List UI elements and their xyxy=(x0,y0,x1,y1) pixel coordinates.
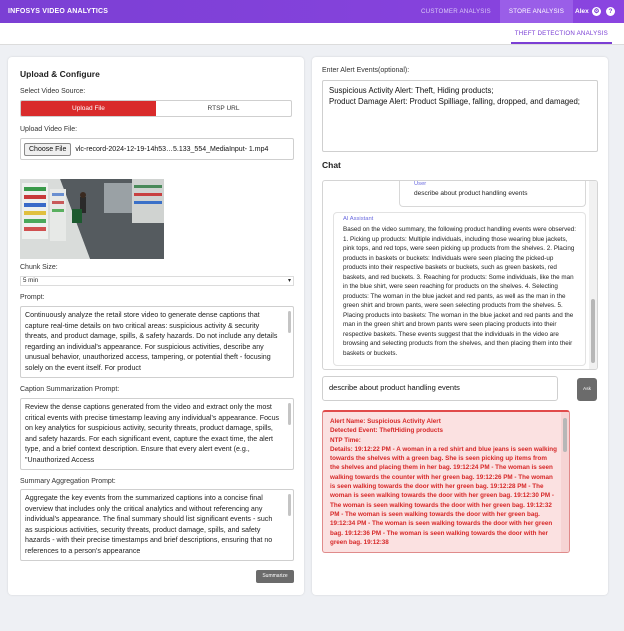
chunk-size-select[interactable] xyxy=(20,276,294,286)
chat-input[interactable]: describe about product handling events xyxy=(322,376,558,401)
ntp-time: NTP Time: xyxy=(330,436,361,444)
chat-scrollbar-thumb[interactable] xyxy=(591,299,595,363)
choose-file-button[interactable]: Choose File xyxy=(24,143,71,156)
caption-scrollbar[interactable] xyxy=(288,403,291,425)
tab-store-analysis[interactable]: STORE ANALYSIS xyxy=(500,0,573,23)
tab-customer-analysis[interactable]: CUSTOMER ANALYSIS xyxy=(421,8,491,15)
upload-heading: Upload & Configure xyxy=(20,69,100,79)
video-thumbnail[interactable] xyxy=(20,179,164,259)
top-bar xyxy=(0,0,624,23)
chat-scrollbar[interactable] xyxy=(589,181,597,369)
file-name: vlc-record-2024-12-19-14h53…5.133_554_MediaInput- 1.mp4 xyxy=(75,145,269,153)
user-message-text: describe about product handling events xyxy=(414,190,528,197)
user-message-label: User xyxy=(414,181,427,187)
chat-heading: Chat xyxy=(322,160,341,170)
chunk-size-value: 5 min xyxy=(23,277,39,284)
rtsp-url-option[interactable]: RTSP URL xyxy=(207,105,240,112)
alert-events-input[interactable] xyxy=(322,80,598,152)
aggregation-scrollbar[interactable] xyxy=(288,494,291,516)
summary-aggregation-textarea[interactable] xyxy=(20,489,294,561)
file-input xyxy=(20,138,294,160)
user-name[interactable]: Alex xyxy=(575,8,589,15)
user-message xyxy=(399,181,586,207)
summary-aggregation-text: Aggregate the key events from the summarized captions into a concise final overview that includes only the critical analytics and without referencing any individual's appearance. The final summary should list significant events - such as suspicious activities, security threats, product damage, spills, and safety hazards - with their precise timestamps and brief descriptions, ensuring that no references to a person's appearance xyxy=(25,494,273,555)
alert-events-line-2: Product Damage Alert: Product Spilliage, falling, dropped, and damaged; xyxy=(329,96,580,106)
alert-result xyxy=(322,410,570,553)
assistant-message-text: Based on the video summary, the following product handling events were observed: 1. Picking up products: Multiple individuals, including those wearing blue jackets, pink tops, and red tops, were seen picking up products from the shelves. 2. Placing products in baskets or buckets: Individuals were seen placing the picked-up products into their respective baskets or buckets, such as green baskets, red baskets, and red buckets. 3. Reaching for products: Some individuals, like the man in the blue shirt, were seen reaching for products on the shelves. 4. Selecting products: The woman in the blue jacket and red pants, as well as the man in the green shirt and brown pants, were seen selecting products from the shelves. 5. Placing products into baskets: The woman in the blue jacket and red pants and the man in the green shirt and brown pants were seen placing products into their respective baskets. These events suggest that the individuals in the video are browsing and selecting products from the shelves, and then placing them into their baskets or buckets. xyxy=(343,226,577,357)
alert-events-line-1: Suspicious Activity Alert: Theft, Hiding products; xyxy=(329,86,494,95)
chevron-down-icon: ▾ xyxy=(287,278,291,284)
app-title: INFOSYS VIDEO ANALYTICS xyxy=(8,8,109,15)
prompt-scrollbar[interactable] xyxy=(288,311,291,333)
tab-theft-detection-analysis[interactable]: THEFT DETECTION ANALYSIS xyxy=(511,23,612,44)
caption-summarization-label: Caption Summarization Prompt: xyxy=(20,386,120,393)
upload-config-panel xyxy=(8,57,304,595)
video-source-label: Select Video Source: xyxy=(20,88,86,95)
video-source-selector xyxy=(20,100,292,117)
prompt-label: Prompt: xyxy=(20,294,45,301)
caption-summarization-text: Review the dense captions generated from the video and extract only the most critical events with precise timestamp leaving any individual's appearance. Focus on key analytics for suspicious activity, security threats, product damage, spills, and safety hazards. For each significant event, capture the exact time, the alert type, and a brief context description. Ensure that every alert event (e.g., "Unauthorized Access xyxy=(25,403,280,464)
store-camera-image xyxy=(20,179,164,259)
ask-button[interactable]: Ask xyxy=(577,378,597,401)
chunk-size-label: Chunk Size: xyxy=(20,264,58,271)
alert-name: Alert Name: Suspicious Activity Alert xyxy=(330,418,441,425)
chat-history xyxy=(322,180,598,370)
upload-file-option[interactable]: Upload File xyxy=(21,101,156,116)
help-icon[interactable]: ? xyxy=(606,7,615,16)
nav-tabs xyxy=(412,0,573,23)
prompt-text: Continuously analyze the retail store video to generate dense captions that capture real-time details on two critical areas: suspicious activity & security threats, and product damage, spills, & safety hazards. Do not include any details regarding an individual's appearance. For suspicious activities, describe any unusual behavior, unauthorized access, tampering, or potential theft - focusing solely on the event itself. For product xyxy=(25,311,278,372)
detected-event: Detected Event: TheftHiding products xyxy=(330,427,443,435)
chat-panel xyxy=(312,57,608,595)
gear-icon[interactable]: ⚙ xyxy=(593,8,600,15)
summary-aggregation-label: Summary Aggregation Prompt: xyxy=(20,478,116,485)
assistant-message-label: AI Assistant xyxy=(343,216,374,222)
upload-file-label: Upload Video File: xyxy=(20,126,78,133)
alert-scrollbar[interactable] xyxy=(561,412,569,552)
summarize-button[interactable]: Summarize xyxy=(256,570,294,583)
sub-nav xyxy=(0,23,624,45)
assistant-message xyxy=(333,212,586,366)
alert-details: Details: 19:12:22 PM - A woman in a red shirt and blue jeans is seen walking towards the shelves with a green bag. She is seen picking up items from the shelves and placing them in her bag. 19:12:24 PM - The woman is seen walking towards the counter with her green bag. 19:12:26 PM - The woman is seen walking towards the door with her green bag. 19:12:28 PM - The woman is seen walking towards the door with her green bag. 19:12:30 PM - The woman is seen walking towards the door with her green bag. 19:12:32 PM - The woman is seen walking towards the door with her green bag. 19:12:34 PM - The woman is seen walking towards the door with her green bag. 19:12:36 PM - The woman is seen walking towards the door with her green bag. 19:12:38 xyxy=(330,445,557,546)
alert-scrollbar-thumb[interactable] xyxy=(563,418,567,452)
alert-events-label: Enter Alert Events(optional): xyxy=(322,67,410,74)
prompt-textarea[interactable] xyxy=(20,306,294,378)
caption-summarization-textarea[interactable] xyxy=(20,398,294,470)
